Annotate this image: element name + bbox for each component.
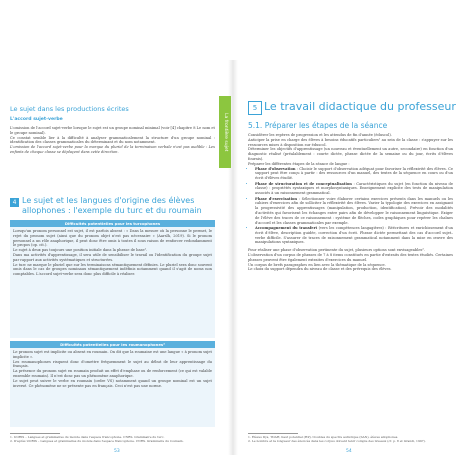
phase-label: Accompagnement du transfert: [255, 225, 318, 230]
section-title: Le sujet dans les productions écrites: [10, 105, 129, 113]
phase-label: Phase d'exercisation: [255, 196, 297, 201]
footnotes: [248, 435, 453, 443]
paragraph: Lorsqu'un pronom personnel est sujet, il est parfois absent : « Dans la mesure où la personne le permet, le rejet du pronom sujet (ainsi que du pronom objet n'est pas nécessaire » (Aarslh, 2019). Si le pronom personnel a un rôle anaphorique, il peut donc être omis à toutes il sous raison de renforcer redondamment le propos (op. cit.).: [13, 229, 212, 248]
page-number: 53: [114, 449, 120, 454]
paragraph: Préparer les différentes étapes de la séance de langue :: [248, 161, 350, 166]
paragraph: Le turc ne marque le pluriel que sur les terminaisons sémantiquement définies. Le pluriel sera donc souvent omis dans le cas de groupes nominaux sémantiquement indéfinis notamment quand il s'agit de noms non comptables. L'accord sujet-verbe sera donc plus difficile à réaliser.: [13, 262, 212, 277]
paragraph: La présence du pronom sujet en roumain produit un effet d'emphase ou de renforcement (ce qui est valable ensemble roumain). Il n'est donc pas un phénomène anaphorique.: [13, 369, 212, 378]
paragraph: Un corpus de brefs paragraphes en lien avec la thématique de la séquence.: [248, 262, 386, 267]
turcophone-box: [10, 220, 215, 338]
footnote: 1. Élèves Dys, TDAH, haut potentiel (HP), troubles du spectre autistique (SAN), élèves allophones.: [248, 435, 399, 439]
list-item: [255, 197, 453, 226]
list-item: [255, 182, 453, 196]
paragraph: Le choix du support dépendra du niveau de classe et des prérequis des élèves.: [248, 267, 392, 272]
list-item: [255, 226, 453, 245]
footnote: 2. Le nombre et la longueur des énoncés dans les corpus doivent tenir compte des niveaux (cf. p. 8 et Grandi, 1997).: [248, 439, 426, 443]
chapter-title: Le travail didactique du professeur: [264, 100, 456, 113]
paragraph: Pour réaliser une phase d'observation pertinente du sujet, plusieurs options sont envisageables².: [248, 248, 425, 253]
footnotes: [10, 435, 215, 443]
footnote-rule: [248, 433, 298, 434]
footnote: 2. D'après UORIS – Langues et grammaires du monde dans l'espace francophone. CNRS. Grammaire du roumain.: [10, 439, 184, 443]
paragraph: Considérer les repères de progression et les attendus de fin d'année (éduscol).: [248, 133, 392, 137]
phase-label: Phase d'observation: [255, 166, 296, 171]
block-title: Le sujet et les langues d'origine des élèves allophones : l'exemple du turc et du roumain: [22, 196, 202, 215]
paragraph: Les roumanophones risquent donc d'omettre fréquemment le sujet au début de leur apprentissage du français.: [13, 359, 212, 369]
footnote-rule: [10, 433, 60, 434]
intro-text: [10, 126, 215, 155]
box-heading: Difficultés potentielles pour les roumanophones²: [10, 341, 215, 348]
box-body: [10, 348, 215, 390]
subsection-title: L'accord sujet-verbe: [10, 117, 63, 122]
box-heading: Difficultés potentielles pour les turcophones: [10, 220, 215, 227]
chapter-number: 5: [248, 101, 262, 115]
paragraph: Dans ma activités d'apprentissage, il sera utile de sensibiliser le travail ou l'identification du groupe sujet par rapport aux activités systématiques et structurées.: [13, 252, 212, 262]
right-body: [248, 133, 453, 272]
section-title: 5.1. Préparer les étapes de la séance: [248, 121, 388, 130]
paragraph: Ce constat semble lier à la difficulté à analyser grammaticalement la structure d'un groupe nominal : identification des classes grammaticales du déterminant et du nom notamment.: [10, 135, 215, 145]
roumanophone-box: [10, 341, 215, 427]
paragraph: L'omission de l'accord sujet-verbe pour la marque du pluriel de la terminaison verbale n'est pas audible : Les enfants de chaque classe se déplaçent dans cette direction.: [10, 145, 215, 154]
paragraph: Déterminer les objectifs d'apprentissage (un nouveau et éventuellement un autre, secondaire) en fonction d'un diagnostic réalisé (préalablement : courte dictée, phrase dictée de la semaine ou du jour, écrits d'élèves fournis).: [248, 147, 453, 161]
paragraph: Anticiper la prise en charge des élèves à besoins éducatifs particuliers¹ au sein de la classe : s'appuyer sur les ressources mises à disposition sur éduscol.: [248, 137, 453, 147]
footnote: 1. UORIS – Langues et grammaires du monde dans l'espace francophone. CNRS. Grammaire du turc.: [10, 435, 165, 439]
box-body: [10, 227, 215, 279]
phase-text: : Sélectionner voire élaborer certains exercices présents dans les manuels ou les cahiers d'exercices afin de solliciter la réflexivité des élèves. Varier la typologie des exercices en assignant la progressivité des apprentissages (manipulation, production, identification). Prévoir des modalités d'activités qui favorisent les échanges entre pairs afin de développer le raisonnement linguistique. Exiger de l'élève des traces de ce raisonnement : système de flèches, codes graphiques pour repérer les chaînes d'accord et les classes grammaticales par exemple.: [255, 196, 453, 225]
paragraph: Le sujet à deux pas toujours une position initiale dans la phrase de base¹.: [13, 248, 148, 253]
paragraph: Le pronom sujet est implicite ou absent en roumain. On dit que la roumaine est une langue « à pronom sujet implicite ».: [13, 350, 212, 359]
phase-text: (vers les compétences langagières) : Réécritures et enrichissement d'un écrit d'élève, description guidée, correction d'un écrit. Phrase dictée permettant des cas d'accord sujet–verbe difficile. S'assurer de traces de raisonnement grammatical notamment dans la mise en œuvre des manipulations syntaxiques.: [255, 225, 453, 245]
phase-label: Phase de structuration et de conceptualisation: [255, 181, 352, 186]
side-tab-label: La frontière sujet: [223, 112, 228, 152]
phase-text: : Choisir le support d'observation adéquat pour favoriser la réflexivité des élèves. Ce support peut être conçu à partir : des ressources d'un manuel, des textes de la séquence en cours ou d'un écrit d'élèves étudié.: [255, 166, 453, 181]
phase-list: [248, 167, 453, 246]
paragraph: L'observation d'un corpus de phrases de 7 à 8 items constitués en partie d'extraits des textes étudiés. Certaines phrases peuvent être également extraites d'exercices du manuel.: [248, 252, 453, 262]
paragraph: Le sujet peut suivre le verbe en roumain (ordre VS) notamment quand un groupe nominal est un sujet inversé. Ce phénomène ne se présente pas en français. Ceci n'est pas une norme.: [13, 378, 212, 388]
phase-text: : Caractéristiques du sujet (en fonction du niveau de classe) : propriétés syntaxiques et morphosyntaxiques. Enseignement explicite des tests de manipulation associés à un raisonnement grammatical.: [255, 181, 453, 196]
paragraph: L'omission de l'accord sujet-verbe lorsque le sujet est un groupe nominal minimal (voir [4] chapitre 8 Le nom et le groupe nominal).: [10, 126, 215, 135]
page-number: 54: [346, 449, 352, 454]
block-number: 4: [10, 198, 19, 207]
list-item: [255, 167, 453, 181]
side-tab: [219, 96, 231, 168]
